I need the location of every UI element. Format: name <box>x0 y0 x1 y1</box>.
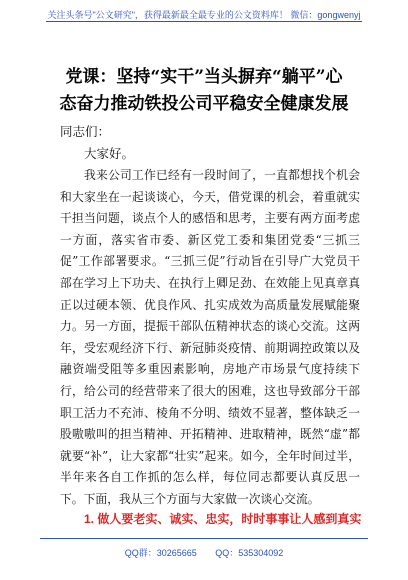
header-divider <box>46 21 362 22</box>
title-line-1: 党课：坚持“实干”当头摒弃“躺平”心 <box>65 67 343 87</box>
greeting: 大家好。 <box>84 146 135 161</box>
title-line-2: 态奋力推动铁投公司平稳安全健康发展 <box>59 94 349 114</box>
header-banner: 关注头条号"公文研究"，获得最新最全最专业的公文资料库！ 微信：gongwenyj <box>47 10 361 20</box>
page-title <box>40 64 368 118</box>
footer-qq-group: QQ群：30265665 <box>124 548 197 558</box>
body-paragraph: 我来公司工作已经有一段时间了，一直都想找个机会和大家坐在一起谈谈心，今天，借党课的机会，着重就实干担当问题，谈点个人的感悟和思考，主要有两方面考虑一方面，落实省市委、新区党工委和集团党委“三抓三促”工作部署要求。“三抓三促”行动旨在引导广大党员干部在学习上下功夫、在执行上卿足劲、在效能上见真章真正以过硬本领、优良作风、扎实成效为高质量发展赋能聚力。另一方面，提振干部队伍精神状态的谈心交流。这两年，受宏观经济下行、新冠肺炎疫情、前期调控政策以及融资端受阻等多重因素影响，房地产市场景气度持续下行，给公司的经营带来了很大的困难，这也导致部分干部职工活力不充沛、棱角不分明、绩效不显著，整体缺乏一股嗷嗷叫的担当精神、开拓精神、进取精神，既然“虚”都就要“补”，让大家都“壮实”起来。如今，全年时间过半，半年来各自工作抓的怎么样，每位同志都要认真反思一下。下面，我从三个方面与大家做一次谈心交流。 <box>60 168 360 506</box>
salutation: 同志们： <box>60 124 111 139</box>
footer-divider <box>40 538 368 539</box>
footer-qq: QQ：535304092 <box>215 548 284 558</box>
footer <box>40 546 368 559</box>
section-heading-1: 1. 做人要老实、诚实、忠实，时时事事让人感到真实 <box>84 512 362 526</box>
